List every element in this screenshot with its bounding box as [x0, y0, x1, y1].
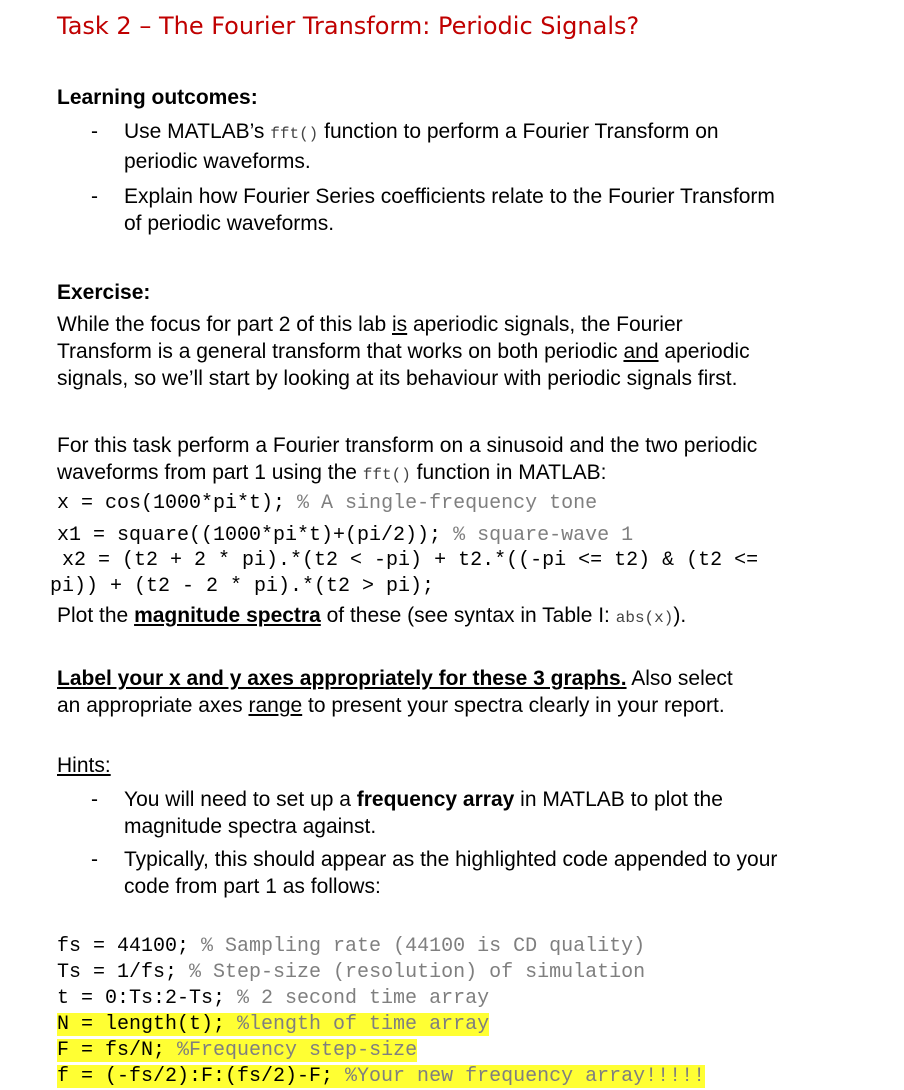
code-line-f-step: F = fs/N; %Frequency step-size — [57, 1039, 418, 1062]
learning-item-1: Use MATLAB’s fft() function to perform a Fourier Transform on periodic waveforms. — [124, 120, 719, 173]
code-line-fs: fs = 44100; % Sampling rate (44100 is CD quality) — [57, 935, 646, 958]
code-line-x: x = cos(1000*pi*t); % A single-frequency tone — [57, 492, 598, 515]
bullet-dash: - — [91, 120, 98, 143]
code-line-n: N = length(t); %length of time array — [57, 1013, 490, 1036]
page-title: Task 2 – The Fourier Transform: Periodic Signals? — [57, 12, 640, 40]
plot-instruction: Plot the magnitude spectra of these (see syntax in Table I: abs(x)). — [57, 604, 687, 627]
code-block — [57, 908, 705, 1090]
task-paragraph: For this task perform a Fourier transform on a sinusoid and the two periodic waveforms from part 1 using the fft() function in MATLAB: — [57, 434, 758, 484]
code-line-ts: Ts = 1/fs; % Step-size (resolution) of simulation — [57, 961, 646, 984]
exercise-paragraph: While the focus for part 2 of this lab is aperiodic signals, the Fourier Transform is a general transform that works on both periodic and aperiodic signals, so we’ll start by looking at its behaviour with periodic signals first. — [57, 313, 750, 390]
hint-item-1: You will need to set up a frequency array in MATLAB to plot the magnitude spectra against. — [124, 788, 723, 838]
bullet-dash: - — [91, 185, 98, 208]
code-line-t: t = 0:Ts:2-Ts; % 2 second time array — [57, 987, 490, 1010]
bullet-dash: - — [91, 788, 98, 811]
code-line-f-array: f = (-fs/2):F:(fs/2)-F; %Your new frequency array!!!!! — [57, 1065, 706, 1088]
label-instruction: Label your x and y axes appropriately for these 3 graphs. Also select an appropriate axes range to present your spectra clearly in your report. — [57, 667, 733, 717]
exercise-heading: Exercise: — [57, 281, 151, 304]
learning-heading: Learning outcomes: — [57, 86, 258, 109]
hint-item-2: Typically, this should appear as the highlighted code appended to your code from part 1 as follows: — [124, 848, 778, 898]
learning-item-2: Explain how Fourier Series coefficients relate to the Fourier Transform of periodic waveforms. — [124, 185, 775, 235]
code-line-x2: x2 = (t2 + 2 * pi).*(t2 < -pi) + t2.*((-pi <= t2) & (t2 <= pi)) + (t2 - 2 * pi).*(t2 > pi); — [50, 549, 759, 598]
bullet-dash: - — [91, 848, 98, 871]
hints-heading: Hints: — [57, 754, 111, 777]
code-line-x1: x1 = square((1000*pi*t)+(pi/2)); % square-wave 1 — [57, 524, 634, 547]
